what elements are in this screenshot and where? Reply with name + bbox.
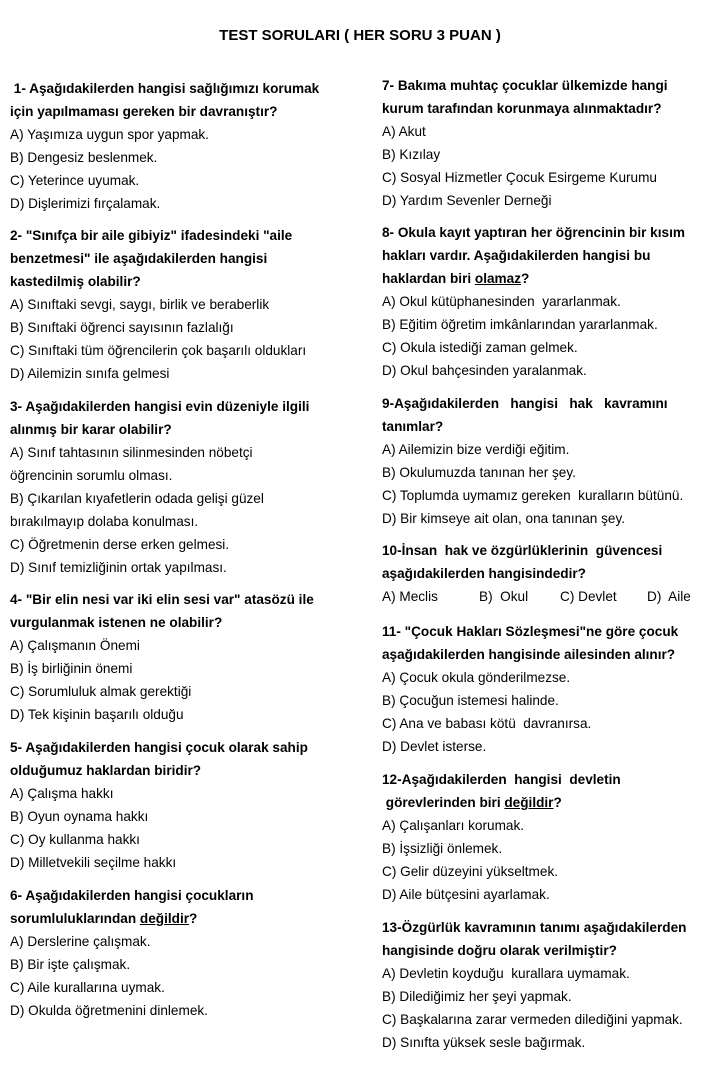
question-mark: ?	[521, 271, 530, 286]
option-a[interactable]: A) Çalışmanın Önemi	[10, 638, 140, 653]
option-a[interactable]: A) Meclis	[382, 589, 438, 604]
option-d[interactable]: D) Okulda öğretmenini dinlemek.	[10, 1003, 208, 1018]
question-line: için yapılmaması gereken bir davranıştır?	[10, 104, 278, 119]
question-line-text: görevlerinden biri	[382, 795, 505, 810]
option-b[interactable]: B) Okul	[479, 589, 529, 604]
option-a[interactable]: A) Devletin koyduğu kurallara uymamak.	[382, 966, 630, 981]
question-text	[10, 736, 355, 782]
question-mark: ?	[189, 911, 198, 926]
question-line: hakları vardır. Aşağıdakilerden hangisi bu	[382, 248, 651, 263]
question-line: vurgulanmak istenen ne olabilir?	[10, 615, 223, 630]
question-4	[10, 588, 355, 726]
question-line: tanımlar?	[382, 419, 444, 434]
question-line: kastedilmiş olabilir?	[10, 274, 141, 289]
option-c[interactable]: C) Devlet	[560, 589, 617, 604]
option-d[interactable]: D) Sınıf temizliğinin ortak yapılması.	[10, 560, 227, 575]
underlined-keyword: değildir	[139, 911, 190, 926]
option-a[interactable]: A) Çalışma hakkı	[10, 786, 114, 801]
question-6	[10, 884, 355, 1022]
option-c[interactable]: C) Oy kullanma hakkı	[10, 832, 140, 847]
question-line: benzetmesi" ile aşağıdakilerden hangisi	[10, 251, 268, 266]
option-a[interactable]: A) Okul kütüphanesinden yararlanmak.	[382, 294, 621, 309]
option-d[interactable]: D) Milletvekili seçilme hakkı	[10, 855, 177, 870]
question-line: 10-İnsan hak ve özgürlüklerinin güvencesi	[382, 543, 663, 558]
question-text	[10, 395, 355, 441]
question-text	[382, 74, 717, 120]
option-b[interactable]: B) Kızılay	[382, 147, 441, 162]
question-line-text: haklardan biri	[382, 271, 475, 286]
question-3	[10, 395, 355, 579]
option-b[interactable]: B) Okulumuzda tanınan her şey.	[382, 465, 576, 480]
question-text	[382, 221, 717, 290]
question-line: aşağıdakilerden hangisinde ailesinden alınır?	[382, 647, 676, 662]
option-d[interactable]: D) Bir kimseye ait olan, ona tanınan şey.	[382, 511, 626, 526]
question-line: 6- Aşağıdakilerden hangisi çocukların	[10, 888, 254, 903]
inline-options	[382, 585, 717, 608]
question-text	[10, 884, 355, 930]
question-line: 3- Aşağıdakilerden hangisi evin düzeniyle ilgili	[10, 399, 310, 414]
option-a[interactable]: A) Ailemizin bize verdiği eğitim.	[382, 442, 570, 457]
option-b[interactable]: B) Çıkarılan kıyafetlerin odada gelişi güzel	[10, 491, 264, 506]
option-c[interactable]: C) Yeterince uyumak.	[10, 173, 140, 188]
option-d[interactable]: D) Aile bütçesini ayarlamak.	[382, 887, 550, 902]
option-b[interactable]: B) Bir işte çalışmak.	[10, 957, 131, 972]
option-c[interactable]: C) Sorumluluk almak gerektiği	[10, 684, 192, 699]
question-text	[382, 620, 717, 666]
option-d[interactable]: D) Dişlerimizi fırçalamak.	[10, 196, 161, 211]
question-line: olduğumuz haklardan biridir?	[10, 763, 202, 778]
option-b[interactable]: B) Çocuğun istemesi halinde.	[382, 693, 559, 708]
question-5	[10, 736, 355, 874]
option-d[interactable]: D) Okul bahçesinden yaralanmak.	[382, 363, 587, 378]
option-c[interactable]: C) Ana ve babası kötü davranırsa.	[382, 716, 592, 731]
question-line: 9-Aşağıdakilerden hangisi hak kavramını	[382, 396, 668, 411]
question-text	[10, 224, 355, 293]
question-line: 11- "Çocuk Hakları Sözleşmesi"ne göre çocuk	[382, 624, 679, 639]
page-title: TEST SORULARI ( HER SORU 3 PUAN )	[219, 27, 501, 44]
option-b[interactable]: B) İşsizliği önlemek.	[382, 841, 503, 856]
question-line	[382, 791, 717, 814]
question-9	[382, 392, 717, 530]
question-line: 4- "Bir elin nesi var iki elin sesi var" atasözü ile	[10, 592, 314, 607]
question-line: kurum tarafından korunmaya alınmaktadır?	[382, 101, 662, 116]
option-d[interactable]: D) Tek kişinin başarılı olduğu	[10, 707, 184, 722]
question-text	[382, 916, 717, 962]
option-a[interactable]: A) Çocuk okula gönderilmezse.	[382, 670, 571, 685]
option-c[interactable]: C) Toplumda uymamız gereken kuralların bütünü.	[382, 488, 684, 503]
question-8	[382, 221, 717, 382]
option-c[interactable]: C) Gelir düzeyini yükseltmek.	[382, 864, 559, 879]
question-line: 2- "Sınıfça bir aile gibiyiz" ifadesindeki "aile	[10, 228, 293, 243]
underlined-keyword: olamaz	[474, 271, 522, 286]
question-text	[382, 539, 717, 585]
option-b[interactable]: B) Oyun oynama hakkı	[10, 809, 149, 824]
question-mark: ?	[553, 795, 562, 810]
option-c[interactable]: C) Öğretmenin derse erken gelmesi.	[10, 537, 230, 552]
question-text	[10, 588, 355, 634]
option-a-cont[interactable]: öğrencinin sorumlu olması.	[10, 468, 173, 483]
option-c[interactable]: C) Sosyal Hizmetler Çocuk Esirgeme Kurumu	[382, 170, 657, 185]
question-2	[10, 224, 355, 385]
question-10	[382, 539, 717, 608]
option-b-cont[interactable]: bırakılmayıp dolaba konulması.	[10, 514, 199, 529]
question-line: aşağıdakilerden hangisindedir?	[382, 566, 586, 581]
question-11	[382, 620, 717, 758]
question-line	[382, 267, 717, 290]
option-a[interactable]: A) Çalışanları korumak.	[382, 818, 525, 833]
question-line: 13-Özgürlük kavramının tanımı aşağıdakilerden	[382, 920, 687, 935]
question-7	[382, 74, 717, 212]
question-line: 1- Aşağıdakilerden hangisi sağlığımızı korumak	[10, 81, 320, 96]
option-b[interactable]: B) İş birliğinin önemi	[10, 661, 133, 676]
question-text	[10, 77, 355, 123]
option-d[interactable]: D) Sınıfta yüksek sesle bağırmak.	[382, 1035, 586, 1050]
option-c[interactable]: C) Okula istediği zaman gelmek.	[382, 340, 578, 355]
option-d[interactable]: D) Ailemizin sınıfa gelmesi	[10, 366, 170, 381]
question-line: 5- Aşağıdakilerden hangisi çocuk olarak sahip	[10, 740, 308, 755]
question-12	[382, 768, 717, 906]
question-line: hangisinde doğru olarak verilmiştir?	[382, 943, 617, 958]
option-d[interactable]: D) Aile	[647, 589, 691, 604]
option-d[interactable]: D) Yardım Sevenler Derneği	[382, 193, 552, 208]
option-b[interactable]: B) Sınıftaki öğrenci sayısının fazlalığı	[10, 320, 234, 335]
question-line-text: sorumluluklarından	[10, 911, 140, 926]
option-b[interactable]: B) Dengesiz beslenmek.	[10, 150, 158, 165]
option-c[interactable]: C) Başkalarına zarar vermeden dilediğini yapmak.	[382, 1012, 683, 1027]
question-text	[382, 768, 717, 814]
question-line	[10, 907, 355, 930]
option-a[interactable]: A) Sınıftaki sevgi, saygı, birlik ve beraberlik	[10, 297, 270, 312]
option-a[interactable]: A) Sınıf tahtasının silinmesinden nöbetçi	[10, 445, 253, 460]
option-c[interactable]: C) Aile kurallarına uymak.	[10, 980, 165, 995]
option-a[interactable]: A) Derslerine çalışmak.	[10, 934, 151, 949]
option-a[interactable]: A) Yaşımıza uygun spor yapmak.	[10, 127, 209, 142]
question-line: 7- Bakıma muhtaç çocuklar ülkemizde hangi	[382, 78, 668, 93]
question-13	[382, 916, 717, 1054]
question-line: alınmış bir karar olabilir?	[10, 422, 172, 437]
question-line: 8- Okula kayıt yaptıran her öğrencinin bir kısım	[382, 225, 685, 240]
option-d[interactable]: D) Devlet isterse.	[382, 739, 487, 754]
option-a[interactable]: A) Akut	[382, 124, 426, 139]
question-1	[10, 77, 355, 215]
underlined-keyword: değildir	[504, 795, 554, 810]
question-line: 12-Aşağıdakilerden hangisi devletin	[382, 772, 621, 787]
option-c[interactable]: C) Sınıftaki tüm öğrencilerin çok başarılı oldukları	[10, 343, 307, 358]
option-b[interactable]: B) Eğitim öğretim imkânlarından yararlanmak.	[382, 317, 658, 332]
question-text	[382, 392, 717, 438]
option-b[interactable]: B) Dilediğimiz her şeyi yapmak.	[382, 989, 572, 1004]
